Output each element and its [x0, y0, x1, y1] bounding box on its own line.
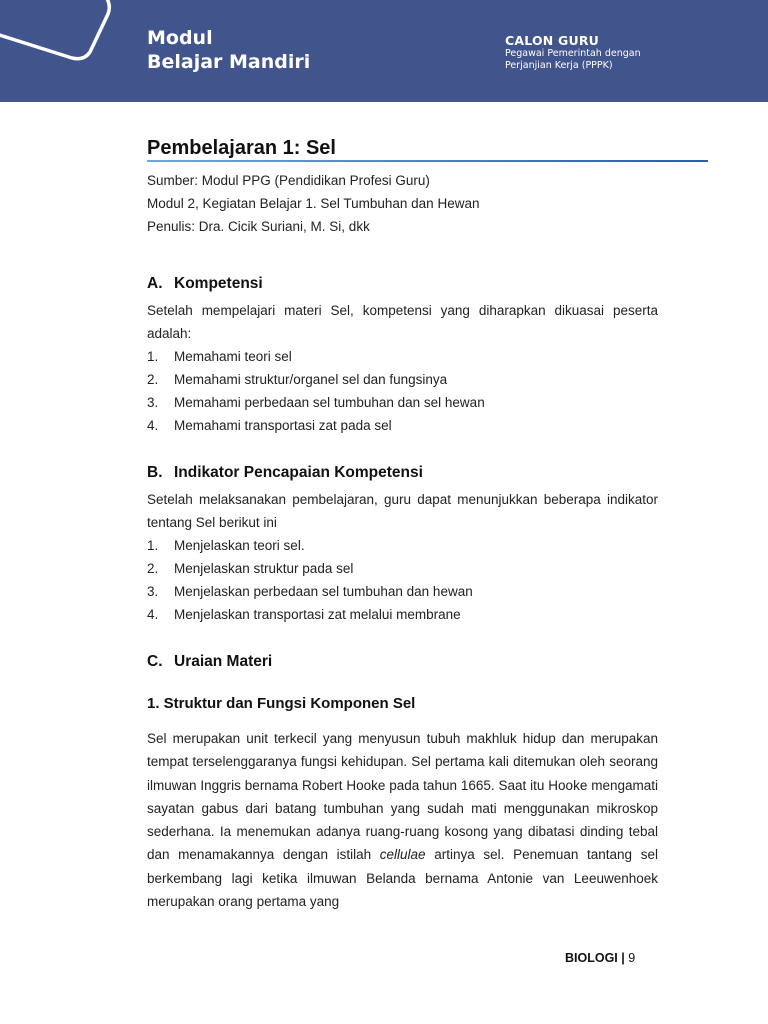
section-b-letter: B.: [147, 464, 163, 481]
section-b-intro: Setelah melaksanakan pembelajaran, guru dapat menunjukkan beberapa indikator tentang Sel berikut ini: [147, 492, 658, 530]
list-number: 4.: [147, 607, 159, 622]
section-b-title: Indikator Pencapaian Kompetensi: [174, 464, 423, 481]
subsection-title: 1. Struktur dan Fungsi Komponen Sel: [147, 695, 416, 712]
list-item: [147, 580, 658, 603]
list-number: 1.: [147, 349, 159, 364]
list-item: [147, 368, 658, 391]
list-text: Memahami perbedaan sel tumbuhan dan sel hewan: [174, 395, 485, 410]
footer-page-number: 9: [628, 951, 636, 965]
section-b-heading: [147, 464, 423, 482]
body-text-italic-term: cellulae: [379, 847, 426, 863]
list-item: [147, 391, 658, 414]
footer-subject: BIOLOGI |: [565, 951, 625, 965]
list-number: 2.: [147, 372, 159, 387]
list-text: Menjelaskan teori sel.: [174, 538, 305, 553]
body-paragraph: [147, 727, 658, 913]
page-title: Pembelajaran 1: Sel: [147, 137, 336, 159]
section-b-list: [147, 534, 658, 626]
module-title-line2: Belajar Mandiri: [147, 51, 311, 73]
list-number: 4.: [147, 418, 159, 433]
section-a-list: [147, 345, 658, 437]
calon-guru-block: [505, 33, 641, 72]
section-c-letter: C.: [147, 653, 163, 670]
list-item: [147, 603, 658, 626]
list-text: Menjelaskan struktur pada sel: [174, 561, 354, 576]
meta-author: Penulis: Dra. Cicik Suriani, M. Si, dkk: [147, 219, 370, 234]
module-title-line1: Modul: [147, 27, 213, 49]
list-text: Menjelaskan transportasi zat melalui membrane: [174, 607, 461, 622]
list-text: Menjelaskan perbedaan sel tumbuhan dan hewan: [174, 584, 473, 599]
header-banner: [0, 0, 768, 102]
list-text: Memahami struktur/organel sel dan fungsinya: [174, 372, 448, 387]
list-text: Memahami transportasi zat pada sel: [174, 418, 392, 433]
section-a-intro: Setelah mempelajari materi Sel, kompetensi yang diharapkan dikuasai peserta adalah:: [147, 303, 658, 341]
list-item: [147, 345, 658, 368]
pppk-line2: Perjanjian Kerja (PPPK): [505, 60, 613, 71]
pppk-line1: Pegawai Pemerintah dengan: [505, 48, 641, 59]
meta-source: Sumber: Modul PPG (Pendidikan Profesi Guru): [147, 173, 430, 188]
list-number: 2.: [147, 561, 159, 576]
module-title: [147, 26, 310, 74]
page-footer: [565, 951, 635, 965]
list-number: 3.: [147, 395, 159, 410]
body-text-part2: artinya sel. Penemuan tantang sel berkembang lagi ketika ilmuwan Belanda bernama Antonie van Leeuwenhoek merupakan orang pertama yang: [147, 847, 658, 910]
body-text-part1: Sel merupakan unit terkecil yang menyusun tubuh makhluk hidup dan merupakan tempat terselenggaranya fungsi kehidupan. Sel pertama kali ditemukan oleh seorang ilmuwan Inggris bernama Robert Hooke pada tahun 1665. Saat itu Hooke mengamati sayatan gabus dari batang tumbuhan yang sudah mati menggunakan mikroskop sederhana. Ia menemukan adanya ruang-ruang kosong yang dibatasi dinding tebal dan menamakannya dengan istilah: [147, 731, 658, 863]
title-divider: [147, 160, 708, 162]
section-a-heading: [147, 275, 263, 293]
list-item: [147, 557, 658, 580]
section-a-letter: A.: [147, 275, 163, 292]
list-number: 1.: [147, 538, 159, 553]
list-item: [147, 534, 658, 557]
list-item: [147, 414, 658, 437]
meta-module: Modul 2, Kegiatan Belajar 1. Sel Tumbuhan dan Hewan: [147, 196, 480, 211]
section-a-title: Kompetensi: [174, 275, 263, 292]
section-c-title: Uraian Materi: [174, 653, 273, 670]
section-c-heading: [147, 653, 272, 671]
list-text: Memahami teori sel: [174, 349, 292, 364]
source-meta: [147, 169, 479, 238]
list-number: 3.: [147, 584, 159, 599]
calon-guru-label: CALON GURU: [505, 33, 599, 48]
